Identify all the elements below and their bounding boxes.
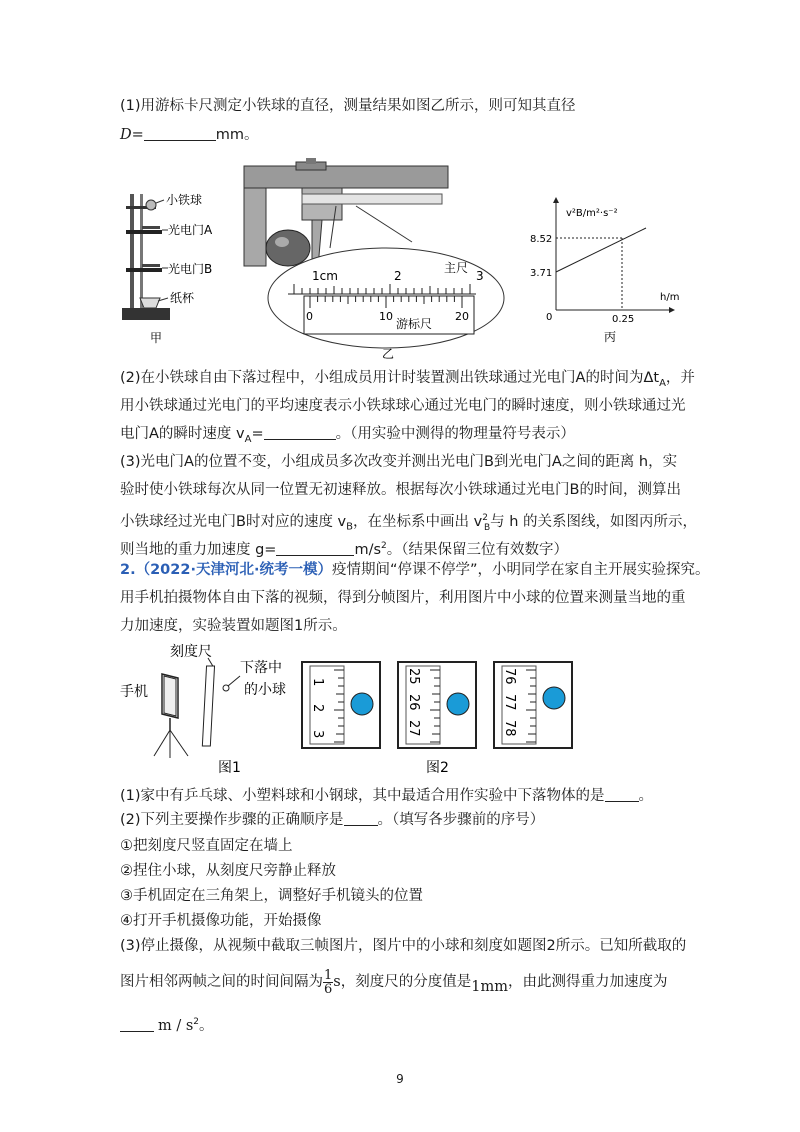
q2-step-1: ①把刻度尺竖直固定在墙上 <box>120 838 293 854</box>
fraction-unit: s <box>333 974 341 990</box>
main-tick-2: 2 <box>394 269 402 283</box>
q1-part3-sup: 2 <box>482 513 488 523</box>
q2-sub2 <box>120 810 544 830</box>
frame-2 <box>398 662 476 748</box>
q1-part3-sub-b: B <box>346 521 354 533</box>
q2-intro-line1 <box>120 560 710 580</box>
q2-sub3-line2 <box>120 968 667 996</box>
q2-sub3-unit: m / s <box>158 1017 194 1034</box>
q2-intro-line3: 力加速度，实验装置如题图1所示。 <box>120 618 347 634</box>
fig1-falling-label2: 的小球 <box>244 682 286 698</box>
q2-sub1-text: (1)家中有乒乓球、小塑料球和小钢球，其中最适合用作实验中下落物体的是 <box>120 788 605 804</box>
label-gate-a: 光电门A <box>168 223 213 237</box>
frame2-tick-27: 27 <box>406 720 421 737</box>
q1-part2-sub: A <box>659 377 666 389</box>
q2-step-4: ④打开手机摄像功能，开始摄像 <box>120 913 322 929</box>
answer-blank-diameter[interactable] <box>144 126 216 141</box>
q1-part3-text3a: 小铁球经过光电门B时对应的速度 v <box>120 513 347 530</box>
q2-sub3-end: 。 <box>199 1017 214 1034</box>
fig1-falling-label: 下落中 <box>240 660 282 676</box>
caption-fig1: 图1 <box>218 760 241 776</box>
caption-fig2: 图2 <box>426 760 449 776</box>
vernier-tick-0: 0 <box>306 310 313 323</box>
q2-sub3-text2b: ，刻度尺的分度值是 <box>340 974 472 990</box>
frame1-tick-3: 3 <box>310 730 325 739</box>
q1-part3-line1: (3)光电门A的位置不变，小组成员多次改变并测出光电门B到光电门A之间的距离 h，实 <box>120 454 678 470</box>
answer-blank-g[interactable] <box>276 541 354 556</box>
q2-sub3-text2a: 图片相邻两帧之间的时间间隔为 <box>120 974 323 990</box>
frame2-tick-25: 25 <box>406 668 421 685</box>
q2-sub3-text2c: ，由此测得重力加速度为 <box>507 974 668 990</box>
q1-part2-text1-end: ，并 <box>665 370 695 386</box>
fig1-ruler <box>202 666 214 746</box>
q2-text1: 疫情期间“停课不停学”，小明同学在家自主开展实验探究。 <box>331 562 710 578</box>
frame3-ball <box>543 687 565 709</box>
vernier-tick-20: 20 <box>455 310 469 323</box>
frame1-tick-1: 1 <box>310 678 325 687</box>
q1-part2-sub3: A <box>244 433 252 445</box>
q2-sub3-line3 <box>120 1012 214 1036</box>
main-scale-label: 主尺 <box>444 261 469 275</box>
frame2-ball <box>447 693 469 715</box>
iron-ball-small <box>146 200 156 210</box>
figure-1-setup <box>118 638 290 778</box>
frame1-tick-2: 2 <box>310 704 325 713</box>
frame2-tick-26: 26 <box>406 694 421 711</box>
label-iron-ball: 小铁球 <box>166 193 203 207</box>
q1-part3-unit-sup: 2 <box>381 541 387 551</box>
frame3-tick-77: 77 <box>502 694 517 711</box>
q1-part1-line1: (1)用游标卡尺测定小铁球的直径，测量结果如图乙所示，则可知其直径 <box>120 98 576 114</box>
frame3-tick-76: 76 <box>502 668 517 685</box>
figure-2-frames <box>300 660 590 780</box>
fig1-ball <box>223 685 229 691</box>
y-axis-label: v²B/m²·s⁻² <box>566 208 618 219</box>
fig1-phone-label: 手机 <box>120 684 148 700</box>
label-paper-cup: 纸杯 <box>170 291 195 305</box>
q1-part3-line4 <box>120 536 568 560</box>
diameter-symbol: D= <box>120 127 144 143</box>
q1-part2-line2: 用小铁球通过光电门的平均速度表示小铁球球心通过光电门的瞬时速度，则小铁球通过光 <box>120 398 686 414</box>
q1-part1-line2 <box>120 125 259 145</box>
q1-part2-line1 <box>120 368 695 394</box>
caption-yi: 乙 <box>382 347 395 361</box>
figure-graph-bing <box>530 196 680 346</box>
q1-part3-text4c: 。（结果保留三位有效数字） <box>386 541 569 558</box>
iron-ball <box>266 230 310 266</box>
answer-blank-gravity[interactable] <box>120 1017 154 1032</box>
answer-blank-order[interactable] <box>344 811 378 826</box>
q2-sub1 <box>120 786 653 806</box>
q1-part3-text3b: ，在坐标系中画出 v <box>353 513 483 530</box>
q2-sub2-text: (2)下列主要操作步骤的正确顺序是 <box>120 812 344 828</box>
page-number: 9 <box>396 1072 404 1086</box>
q2-sub3-unit-sup: 2 <box>193 1017 200 1027</box>
q1-part3-line3 <box>120 508 697 538</box>
frame-3 <box>494 662 572 748</box>
y-tick-8-52: 8.52 <box>530 234 553 245</box>
q1-part3-unit: m/s <box>354 541 382 558</box>
main-tick-1cm: 1cm <box>312 269 338 283</box>
q2-intro-line2: 用手机拍摄物体自由下落的视频，得到分帧图片，利用图片中小球的位置来测量当地的重 <box>120 590 686 606</box>
time-interval-fraction <box>323 969 333 996</box>
q1-part3-line2: 验时使小铁球每次从同一位置无初速释放。根据每次小铁球通过光电门B的时间，测算出 <box>120 482 681 498</box>
vernier-tick-10: 10 <box>379 310 393 323</box>
answer-blank-va[interactable] <box>264 425 336 440</box>
q1-part3-text4a: 则当地的重力加速度 g= <box>120 541 277 558</box>
fraction-denominator: 6 <box>324 981 333 997</box>
frame-1 <box>302 662 380 748</box>
q2-source: 2.（2022·天津河北·统考一模） <box>120 562 332 578</box>
main-tick-3: 3 <box>476 269 484 283</box>
q1-part2-text3a: 电门A的瞬时速度 v <box>120 426 245 442</box>
q2-sub3-line1: (3)停止摄像，从视频中截取三帧图片，图片中的小球和刻度如题图2所示。已知所截取的 <box>120 938 687 954</box>
q2-sub2-end: 。（填写各步骤前的序号） <box>377 812 545 828</box>
figure-vernier-caliper <box>236 150 526 362</box>
q1-part2-line3 <box>120 424 575 450</box>
q1-part2-eq: = <box>251 426 264 442</box>
diameter-unit: mm。 <box>215 127 259 143</box>
q2-step-3: ③手机固定在三角架上，调整好手机镜头的位置 <box>120 888 423 904</box>
q1-part3-text3c: 与 h 的关系图线，如图丙所示， <box>490 513 698 530</box>
x-tick-0: 0 <box>546 312 553 323</box>
fraction-numerator: 1 <box>324 967 333 983</box>
q1-part3-sub-b2: B <box>483 522 491 533</box>
label-gate-b: 光电门B <box>168 262 213 276</box>
q1-part2-text1: (2)在小铁球自由下落过程中，小组成员用计时装置测出铁球通过光电门A的时间为Δt <box>120 370 660 386</box>
q2-sub1-end: 。 <box>638 788 654 804</box>
q2-step-2: ②捏住小球，从刻度尺旁静止释放 <box>120 863 336 879</box>
frame1-ball <box>351 693 373 715</box>
caption-bing: 丙 <box>604 330 617 344</box>
division-value: 1mm <box>471 979 508 995</box>
y-tick-3-71: 3.71 <box>530 268 553 279</box>
caption-jia: 甲 <box>150 331 163 345</box>
answer-blank-object[interactable] <box>605 787 639 802</box>
figure-apparatus <box>118 186 223 346</box>
x-tick-0-25: 0.25 <box>612 314 635 325</box>
vernier-scale-label: 游标尺 <box>396 317 433 331</box>
fit-line <box>556 228 646 272</box>
q1-part2-text3c: 。（用实验中测得的物理量符号表示） <box>335 426 575 442</box>
x-axis-label: h/m <box>660 292 680 303</box>
fig1-ruler-label: 刻度尺 <box>170 644 212 660</box>
frame3-tick-78: 78 <box>502 720 517 737</box>
